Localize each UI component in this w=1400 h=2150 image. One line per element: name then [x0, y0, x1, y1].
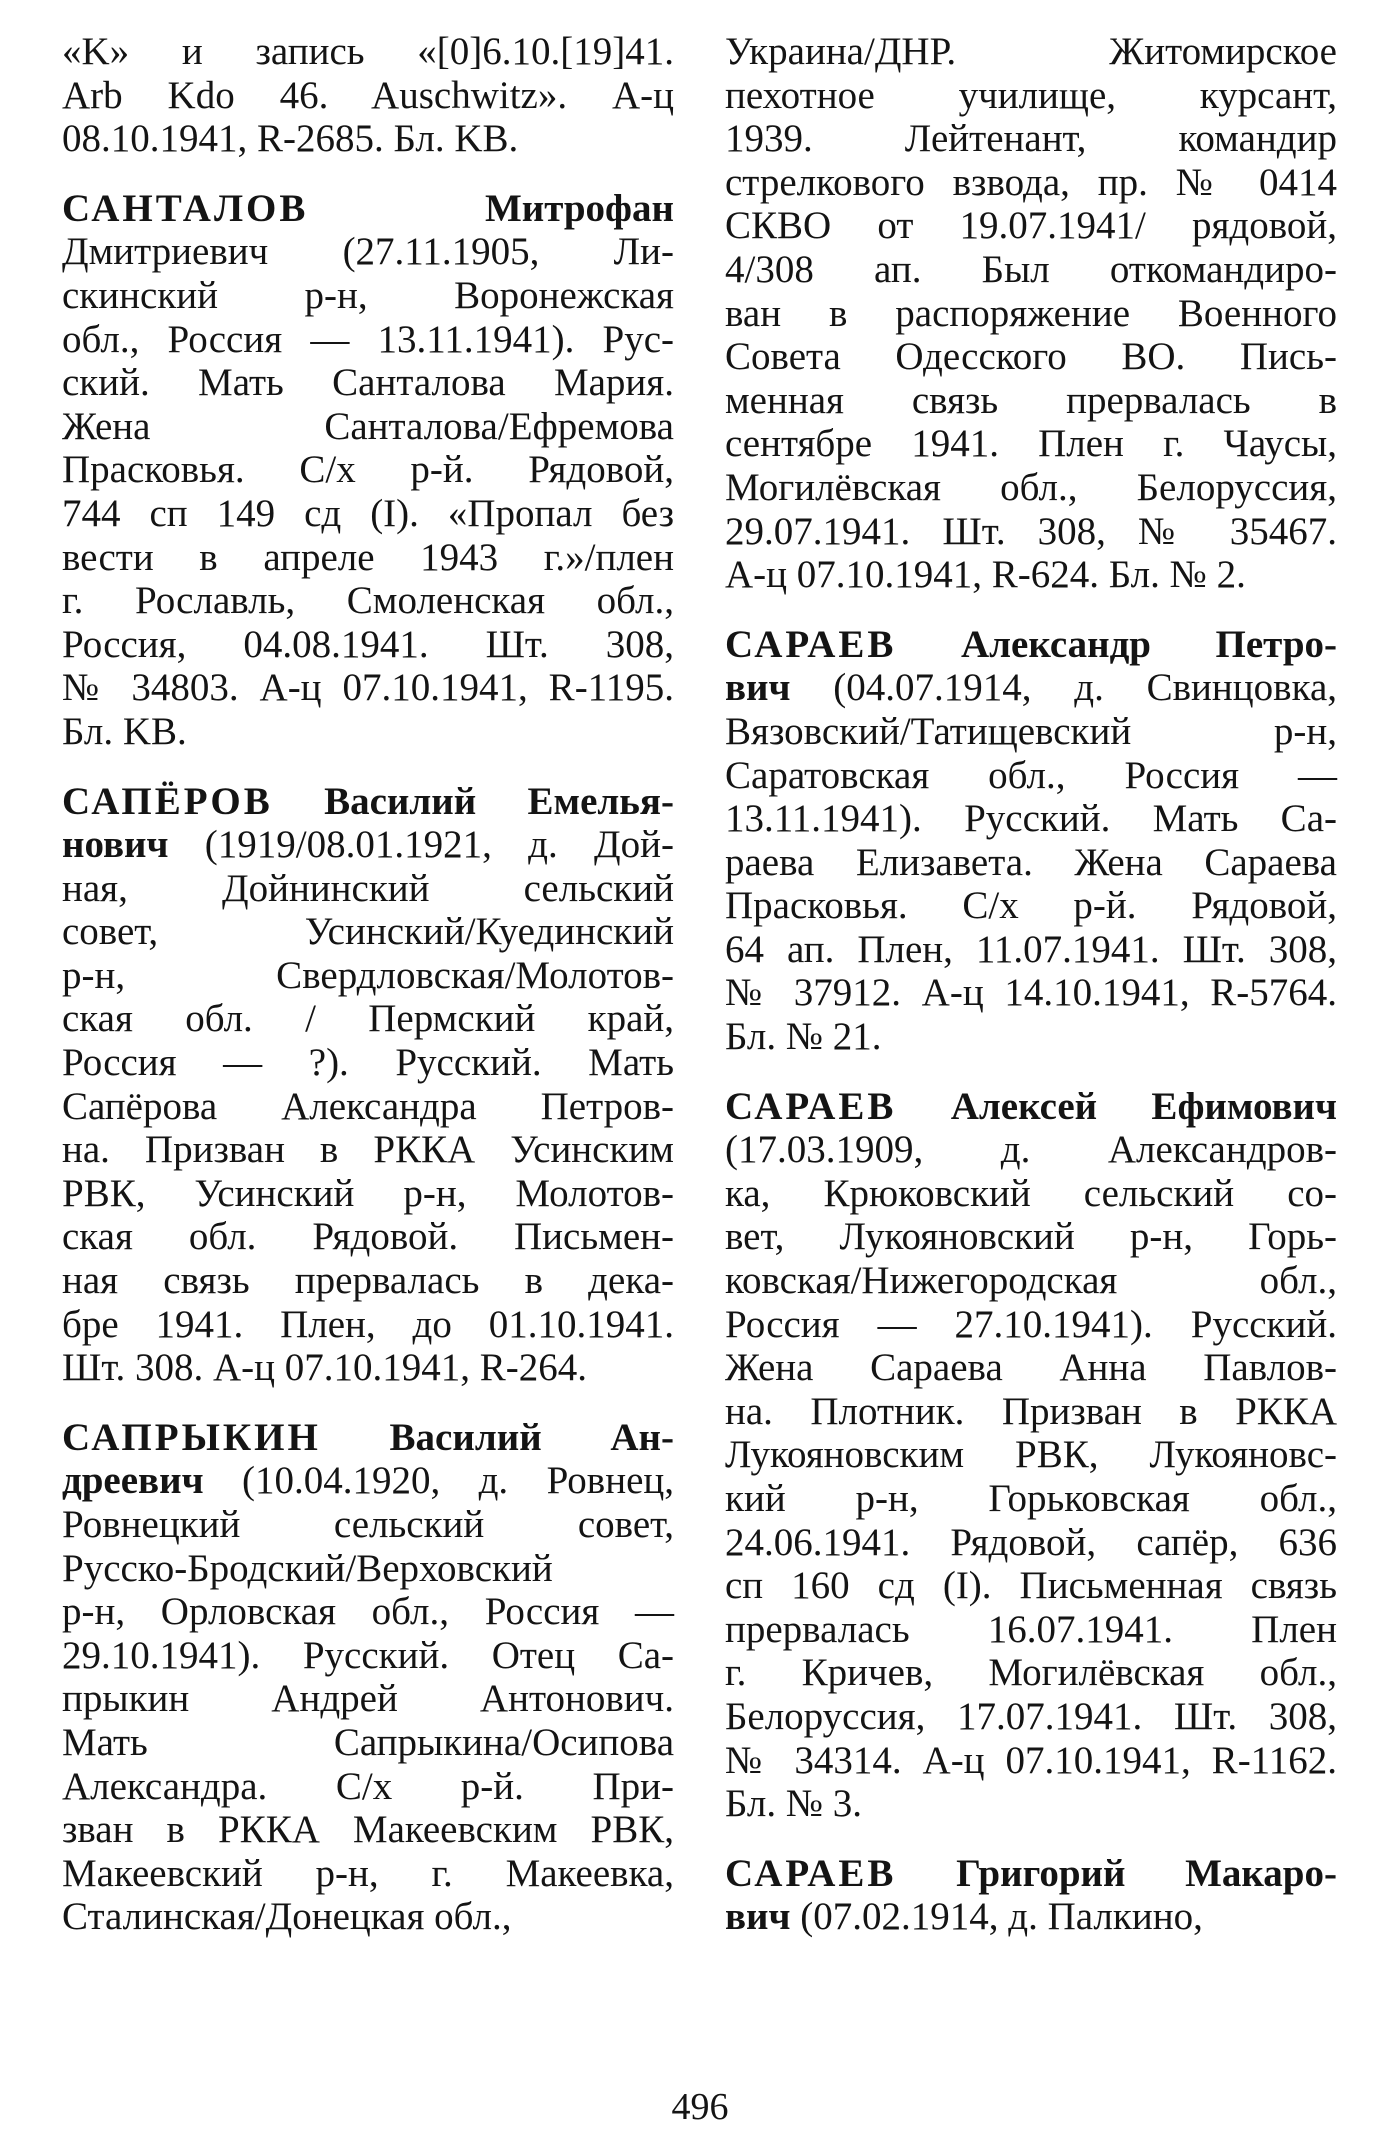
- entry-line: Бл. № 3.: [725, 1782, 863, 1826]
- entry-line: Сталинская/Донецкая обл.,: [62, 1895, 512, 1939]
- entry-line: № 37912. А-ц 14.10.1941, R-5764.: [725, 971, 1337, 1015]
- entry-line: Украина/ДНР. Житомирское: [725, 30, 1337, 73]
- entry-surname: САНТАЛОВ: [62, 186, 309, 230]
- entry-line: г. Кричев, Могилёвская обл.,: [725, 1651, 1337, 1695]
- entry-line: Arb Kdo 46. Auschwitz». А-ц: [62, 73, 674, 117]
- entry-line: ская обл. / Пермский край,: [62, 997, 674, 1041]
- entry-line: СКВО от 19.07.1941/ рядовой,: [725, 204, 1337, 248]
- entry-line: Прасковья. С/х р-й. Рядовой,: [725, 884, 1337, 928]
- entry-line: [62, 780, 674, 824]
- entry-line: Мать Сапрыкина/Осипова: [62, 1720, 674, 1764]
- entry-santalov: [62, 187, 674, 754]
- entry-surname: САПЁРОВ: [62, 779, 273, 823]
- entry-line: ский. Мать Санталова Мария.: [62, 361, 674, 405]
- entry-line: 13.11.1941). Русский. Мать Са-: [725, 797, 1337, 841]
- entry-line: Макеевский р-н, г. Макеевка,: [62, 1851, 674, 1895]
- entry-line: Вязовский/Татищевский р-н,: [725, 709, 1337, 753]
- entry-line: ковская/Нижегородская обл.,: [725, 1259, 1337, 1303]
- entry-saraev-aleksey: [725, 1085, 1337, 1826]
- entry-line: Александра. С/х р-й. При-: [62, 1764, 674, 1808]
- entry-given-name: Алексей Ефимович: [950, 1084, 1338, 1128]
- entry-line: ван в распоряжение Военного: [725, 291, 1337, 335]
- entry-line: ная, Дойнинский сельский: [62, 866, 674, 910]
- entry-line: Дмитриевич (27.11.1905, Ли-: [62, 230, 674, 274]
- entry-saprykin: [62, 1416, 674, 1939]
- entry-line: Россия, 04.08.1941. Шт. 308,: [62, 622, 674, 666]
- entry-saperov: [62, 780, 674, 1390]
- entry-line: ская обл. Рядовой. Письмен-: [62, 1215, 674, 1259]
- entry-line: Белоруссия, 17.07.1941. Шт. 308,: [725, 1694, 1337, 1738]
- entry-line: Бл. № 21.: [725, 1015, 882, 1059]
- entry-line: 744 сп 149 сд (I). «Пропал без: [62, 491, 674, 535]
- entry-line: 08.10.1941, R-2685. Бл. KB.: [62, 117, 519, 161]
- entry-line: Россия — 27.10.1941). Русский.: [725, 1302, 1337, 1346]
- entry-line: Могилёвская обл., Белоруссия,: [725, 465, 1337, 509]
- entry-line: № 34314. А-ц 07.10.1941, R-1162.: [725, 1738, 1337, 1782]
- entry-line: Жена Санталова/Ефремова: [62, 404, 674, 448]
- entry-line: кий р-н, Горьковская обл.,: [725, 1477, 1337, 1520]
- entry-given-name: Василий Емелья-: [324, 779, 674, 823]
- left-column: [62, 30, 674, 1939]
- entry-line: Совета Одесского ВО. Пись-: [725, 335, 1337, 379]
- entry-line: 4/308 ап. Был откомандиро-: [725, 247, 1337, 291]
- entry-line: 1939. Лейтенант, командир: [725, 117, 1337, 161]
- entry-line: вести в апреле 1943 г.»/плен: [62, 535, 674, 579]
- entry-line: 64 ап. Плен, 11.07.1941. Шт. 308,: [725, 927, 1337, 971]
- entry-given-name: Василий Ан-: [389, 1415, 674, 1459]
- entry-line: [62, 1416, 674, 1460]
- entry-line: бре 1941. Плен, до 01.10.1941.: [62, 1302, 674, 1346]
- entry-line: стрелкового взвода, пр. № 0414: [725, 160, 1337, 204]
- right-column: [725, 30, 1337, 1939]
- entry-saraev-aleksandr: [725, 623, 1337, 1059]
- entry-line: менная связь прервалась в: [725, 378, 1337, 422]
- entry-line: [725, 623, 1337, 667]
- page-number: 496: [671, 2086, 729, 2128]
- entry-line: 29.10.1941). Русский. Отец Са-: [62, 1633, 674, 1677]
- entry-line: Прасковья. С/х р-й. Рядовой,: [62, 448, 674, 492]
- entry-line: р-н, Свердловская/Молотов-: [62, 953, 674, 997]
- entry-line: Лукояновским РВК, Лукояновс-: [725, 1433, 1337, 1477]
- entry-line: совет, Усинский/Куединский: [62, 910, 674, 954]
- entry-surname: САРАЕВ: [725, 622, 897, 666]
- entry-line: дреевич (10.04.1920, д. Ровнец,: [62, 1459, 674, 1503]
- entry-line: вич (07.02.1914, д. Палкино,: [725, 1895, 1203, 1939]
- entry-line: Сапёрова Александра Петров-: [62, 1084, 674, 1128]
- entry-line: [725, 1085, 1337, 1129]
- entry-line: № 34803. А-ц 07.10.1941, R-1195.: [62, 666, 674, 710]
- entry-line: обл., Россия — 13.11.1941). Рус-: [62, 317, 674, 361]
- entry-surname: САПРЫКИН: [62, 1415, 321, 1459]
- entry-line: 29.07.1941. Шт. 308, № 35467.: [725, 509, 1337, 553]
- entry-line: Русско-Бродский/Верховский: [62, 1546, 553, 1590]
- entry-line: «K» и запись «[0]6.10.[19]41.: [62, 30, 674, 73]
- entry-line: А-ц 07.10.1941, R-624. Бл. № 2.: [725, 553, 1246, 597]
- entry-line: р-н, Орловская обл., Россия —: [62, 1590, 674, 1634]
- entry-line: ная связь прервалась в дека-: [62, 1259, 674, 1303]
- entry-line: пехотное училище, курсант,: [725, 73, 1337, 117]
- entry-patronymic-end: нович: [62, 823, 169, 867]
- entry-line: ка, Крюковский сельский со-: [725, 1171, 1337, 1215]
- entry-line: скинский р-н, Воронежская: [62, 273, 674, 317]
- entry-line: [725, 1852, 1337, 1896]
- entry-continued-entry-right: [725, 30, 1337, 597]
- entry-given-name: Митрофан: [484, 186, 674, 230]
- entry-patronymic-end: вич: [725, 666, 791, 710]
- entry-line: Россия — ?). Русский. Мать: [62, 1041, 674, 1085]
- entry-line: Шт. 308. А-ц 07.10.1941, R-264.: [62, 1346, 587, 1390]
- entry-line: вет, Лукояновский р-н, Горь-: [725, 1215, 1337, 1259]
- entry-line: прыкин Андрей Антонович.: [62, 1677, 674, 1721]
- entry-line: Саратовская обл., Россия —: [725, 753, 1337, 797]
- entry-line: Ровнецкий сельский совет,: [62, 1503, 674, 1546]
- entry-line: 24.06.1941. Рядовой, сапёр, 636: [725, 1520, 1337, 1564]
- entry-line: Бл. KB.: [62, 709, 187, 753]
- entry-surname: САРАЕВ: [725, 1084, 897, 1128]
- entry-line: Жена Сараева Анна Павлов-: [725, 1346, 1337, 1390]
- entry-given-name: Александр Петро-: [960, 622, 1337, 666]
- entry-line: на. Призван в РККА Усинским: [62, 1128, 674, 1172]
- entry-given-name: Григорий Макаро-: [956, 1851, 1337, 1895]
- entry-continued-entry: [62, 30, 674, 161]
- entry-line: нович (1919/08.01.1921, д. Дой-: [62, 823, 674, 867]
- entry-line: сп 160 сд (I). Письменная связь: [725, 1564, 1337, 1608]
- entry-patronymic-end: вич: [725, 1895, 791, 1939]
- entry-line: (17.03.1909, д. Александров-: [725, 1128, 1337, 1172]
- entry-saraev-grigoriy: [725, 1852, 1337, 1939]
- entry-surname: САРАЕВ: [725, 1851, 897, 1895]
- entry-line: раева Елизавета. Жена Сараева: [725, 840, 1337, 884]
- entry-line: зван в РККА Макеевским РВК,: [62, 1808, 674, 1852]
- entry-line: РВК, Усинский р-н, Молотов-: [62, 1171, 674, 1215]
- entry-line: г. Рославль, Смоленская обл.,: [62, 579, 674, 623]
- entry-patronymic-end: дреевич: [62, 1459, 204, 1503]
- entry-line: прервалась 16.07.1941. Плен: [725, 1607, 1337, 1651]
- entry-line: на. Плотник. Призван в РККА: [725, 1389, 1337, 1433]
- entry-line: сентябре 1941. Плен г. Чаусы,: [725, 422, 1337, 466]
- entry-line: [62, 187, 674, 231]
- entry-line: вич (04.07.1914, д. Свинцовка,: [725, 666, 1337, 710]
